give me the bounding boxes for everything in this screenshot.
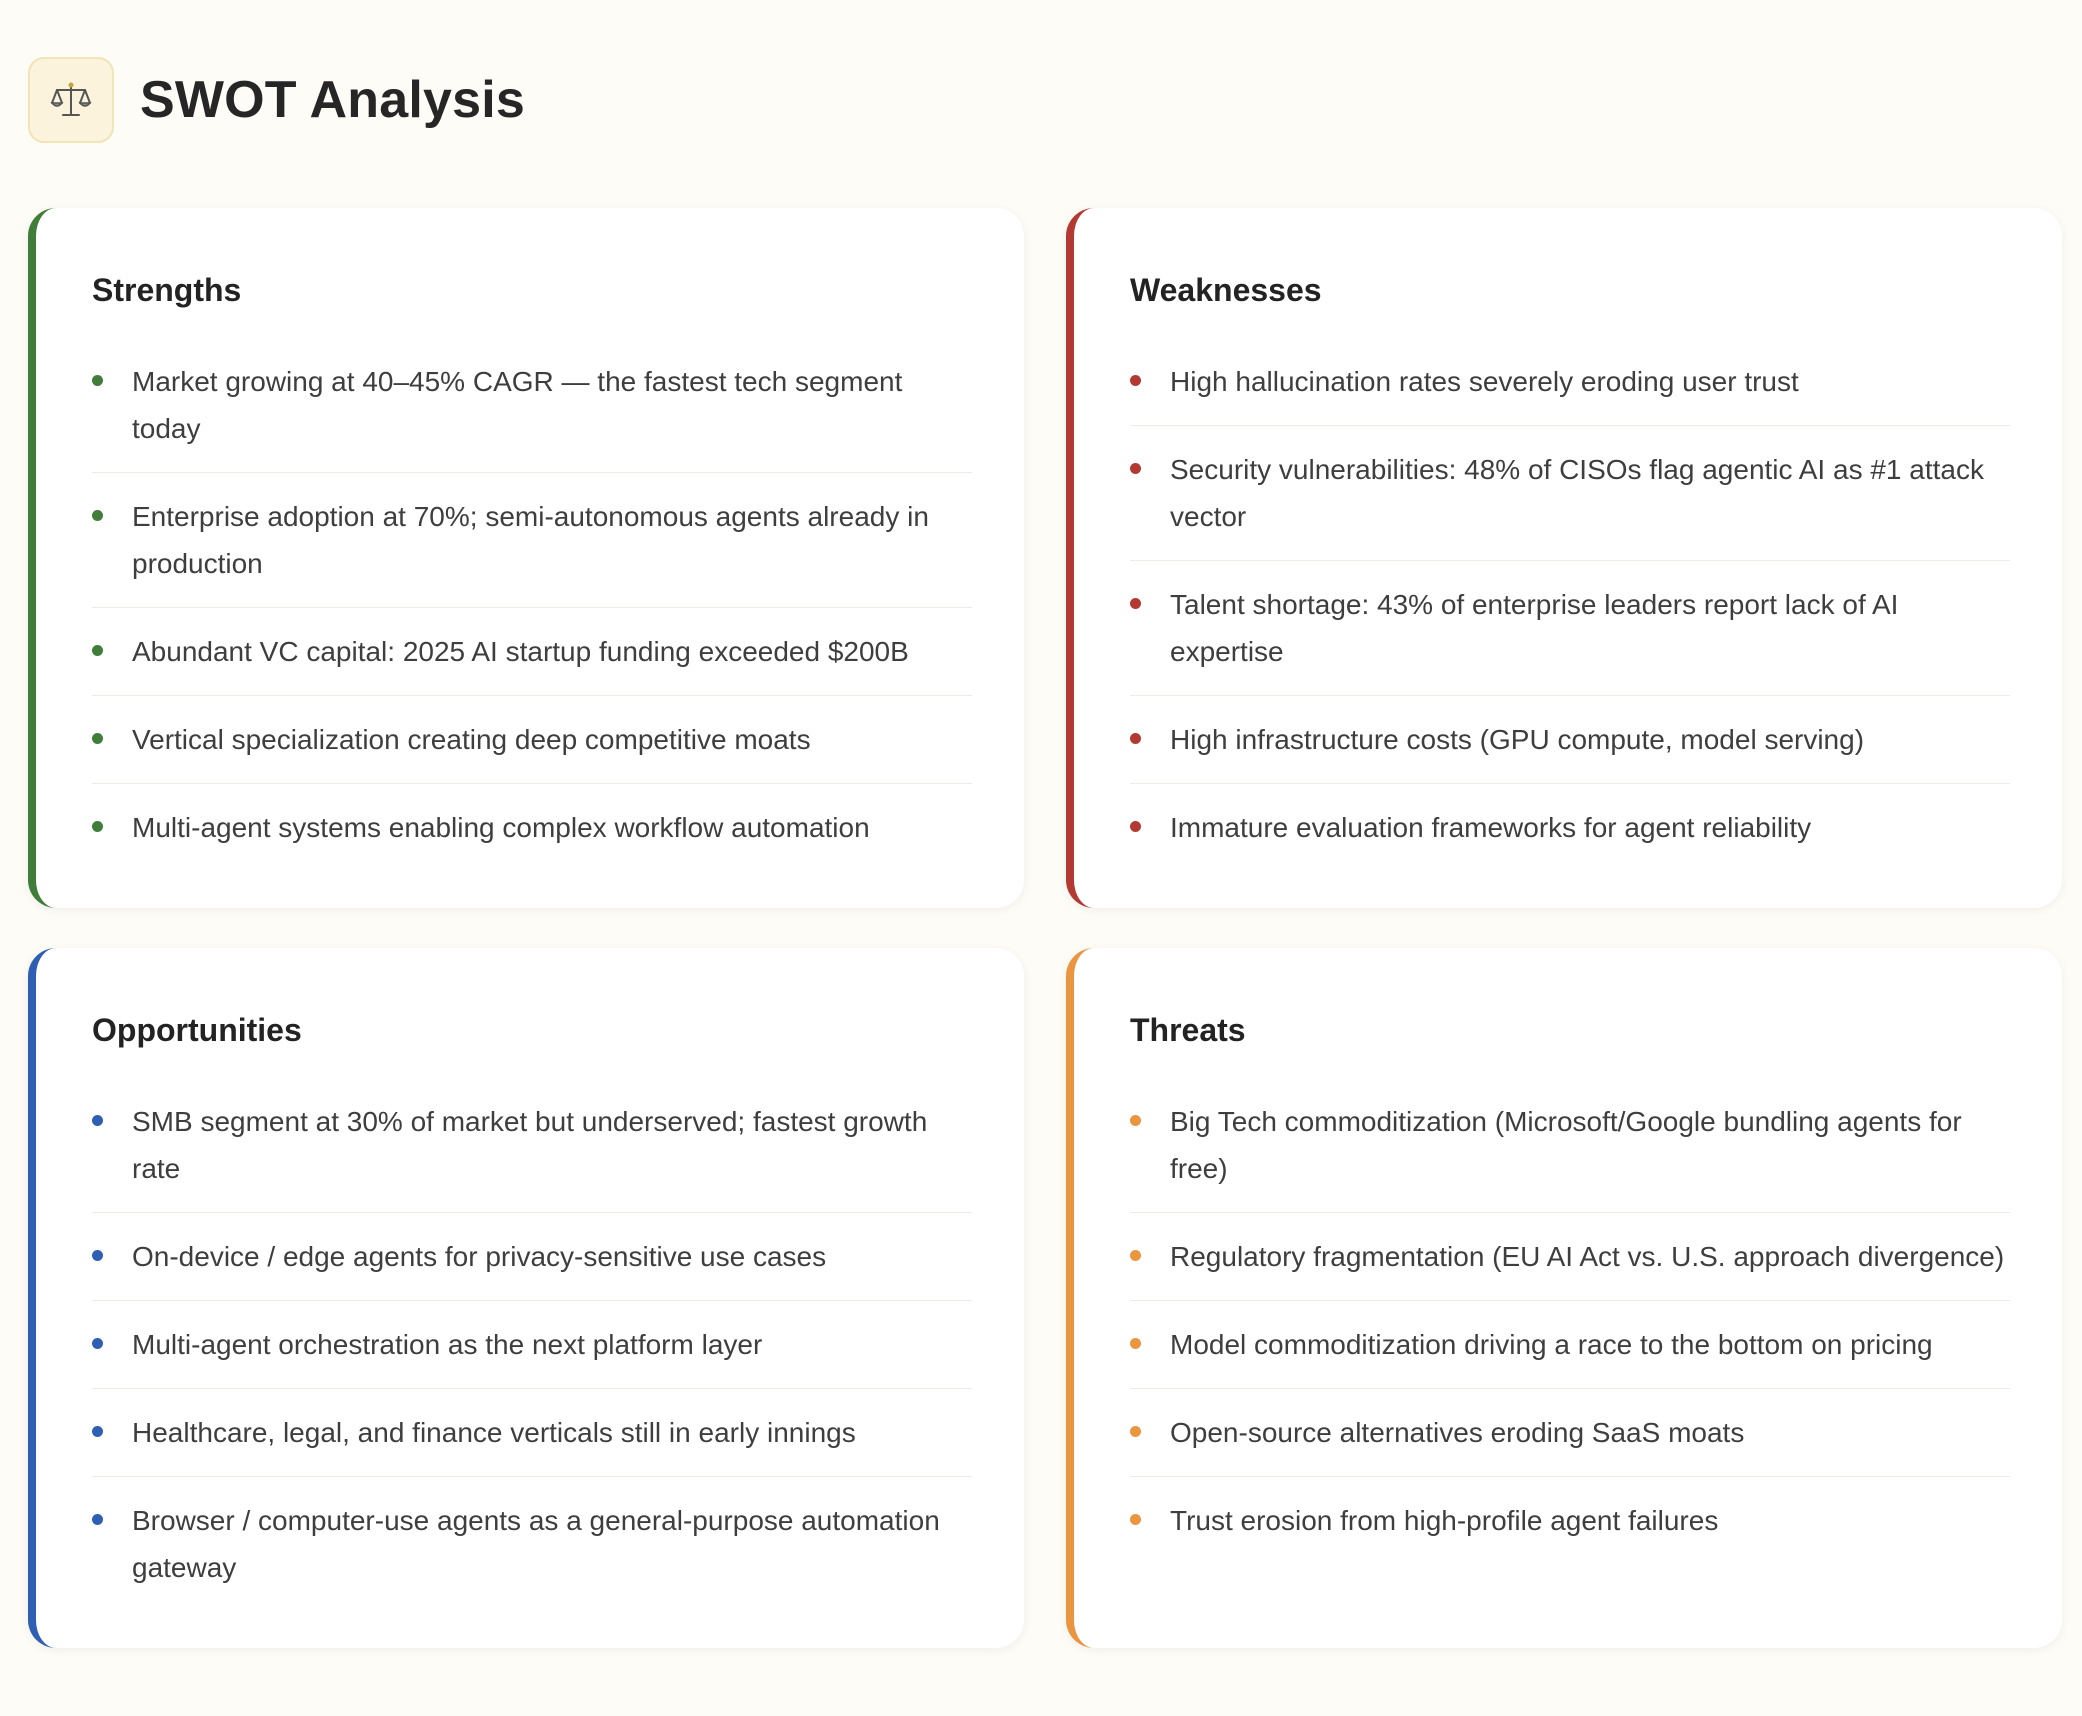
list-item — [1130, 426, 2010, 561]
list-item — [1130, 1213, 2010, 1301]
strengths-title: Strengths — [92, 272, 242, 308]
threats-card — [1066, 948, 2062, 1648]
list-item-text: High hallucination rates severely eroding user trust — [1170, 366, 1799, 397]
list-item-text: Vertical specialization creating deep competitive moats — [132, 724, 811, 755]
list-item — [92, 1477, 972, 1611]
list-item-text: Talent shortage: 43% of enterprise leaders report lack of AI expertise — [1170, 589, 1899, 667]
list-item — [1130, 1301, 2010, 1389]
list-item-text: Regulatory fragmentation (EU AI Act vs. U.S. approach divergence) — [1170, 1241, 2005, 1272]
weaknesses-card — [1066, 208, 2062, 908]
list-item — [92, 1389, 972, 1477]
list-item — [92, 473, 972, 608]
page-header — [28, 56, 525, 144]
list-item-text: Enterprise adoption at 70%; semi-autonomous agents already in production — [132, 501, 929, 579]
list-item — [1130, 350, 2010, 426]
list-item-text: High infrastructure costs (GPU compute, model serving) — [1170, 724, 1865, 755]
list-item — [92, 1213, 972, 1301]
bullet-dot-icon — [1130, 463, 1141, 474]
list-item-text: Multi-agent systems enabling complex workflow automation — [132, 812, 870, 843]
list-item — [1130, 784, 2010, 871]
list-item — [1130, 561, 2010, 696]
list-item-text: Immature evaluation frameworks for agent reliability — [1170, 812, 1812, 843]
bullet-dot-icon — [92, 645, 103, 656]
weaknesses-title: Weaknesses — [1130, 272, 1322, 308]
strengths-list — [92, 350, 972, 871]
bullet-dot-icon — [1130, 1115, 1141, 1126]
swot-grid — [28, 208, 2062, 1648]
list-item-text: Market growing at 40–45% CAGR — the fastest tech segment today — [132, 366, 903, 444]
bullet-dot-icon — [92, 1426, 103, 1437]
list-item — [1130, 696, 2010, 784]
bullet-dot-icon — [92, 1514, 103, 1525]
list-item — [92, 608, 972, 696]
balance-scale-icon-glyph — [49, 78, 93, 122]
bullet-dot-icon — [92, 1338, 103, 1349]
threats-list — [1130, 1090, 2010, 1564]
list-item-text: Abundant VC capital: 2025 AI startup funding exceeded $200B — [132, 636, 909, 667]
list-item — [92, 696, 972, 784]
list-item — [92, 784, 972, 871]
list-item-text: Healthcare, legal, and finance verticals still in early innings — [132, 1417, 856, 1448]
strengths-card — [28, 208, 1024, 908]
list-item-text: Trust erosion from high-profile agent failures — [1170, 1505, 1719, 1536]
list-item — [1130, 1389, 2010, 1477]
balance-scale-icon — [28, 57, 114, 143]
list-item — [92, 1090, 972, 1213]
threats-title: Threats — [1130, 1012, 1246, 1048]
bullet-dot-icon — [1130, 821, 1141, 832]
list-item — [1130, 1090, 2010, 1213]
list-item — [92, 1301, 972, 1389]
list-item-text: On-device / edge agents for privacy-sensitive use cases — [132, 1241, 827, 1272]
list-item-text: Open-source alternatives eroding SaaS moats — [1170, 1417, 1745, 1448]
bullet-dot-icon — [92, 733, 103, 744]
bullet-dot-icon — [1130, 1514, 1141, 1525]
list-item — [1130, 1477, 2010, 1564]
bullet-dot-icon — [92, 375, 103, 386]
bullet-dot-icon — [92, 821, 103, 832]
bullet-dot-icon — [1130, 375, 1141, 386]
opportunities-card — [28, 948, 1024, 1648]
bullet-dot-icon — [1130, 1250, 1141, 1261]
list-item — [92, 350, 972, 473]
bullet-dot-icon — [92, 1115, 103, 1126]
bullet-dot-icon — [92, 510, 103, 521]
bullet-dot-icon — [92, 1250, 103, 1261]
page-title: SWOT Analysis — [140, 71, 525, 129]
list-item-text: Security vulnerabilities: 48% of CISOs flag agentic AI as #1 attack vector — [1170, 454, 1984, 532]
list-item-text: Multi-agent orchestration as the next platform layer — [132, 1329, 763, 1360]
weaknesses-list — [1130, 350, 2010, 871]
bullet-dot-icon — [1130, 1426, 1141, 1437]
list-item-text: Browser / computer-use agents as a general-purpose automation gateway — [132, 1505, 940, 1583]
list-item-text: Big Tech commoditization (Microsoft/Google bundling agents for free) — [1170, 1106, 1962, 1184]
bullet-dot-icon — [1130, 733, 1141, 744]
list-item-text: SMB segment at 30% of market but underserved; fastest growth rate — [132, 1106, 928, 1184]
opportunities-title: Opportunities — [92, 1012, 302, 1048]
opportunities-list — [92, 1090, 972, 1611]
bullet-dot-icon — [1130, 598, 1141, 609]
list-item-text: Model commoditization driving a race to the bottom on pricing — [1170, 1329, 1933, 1360]
bullet-dot-icon — [1130, 1338, 1141, 1349]
